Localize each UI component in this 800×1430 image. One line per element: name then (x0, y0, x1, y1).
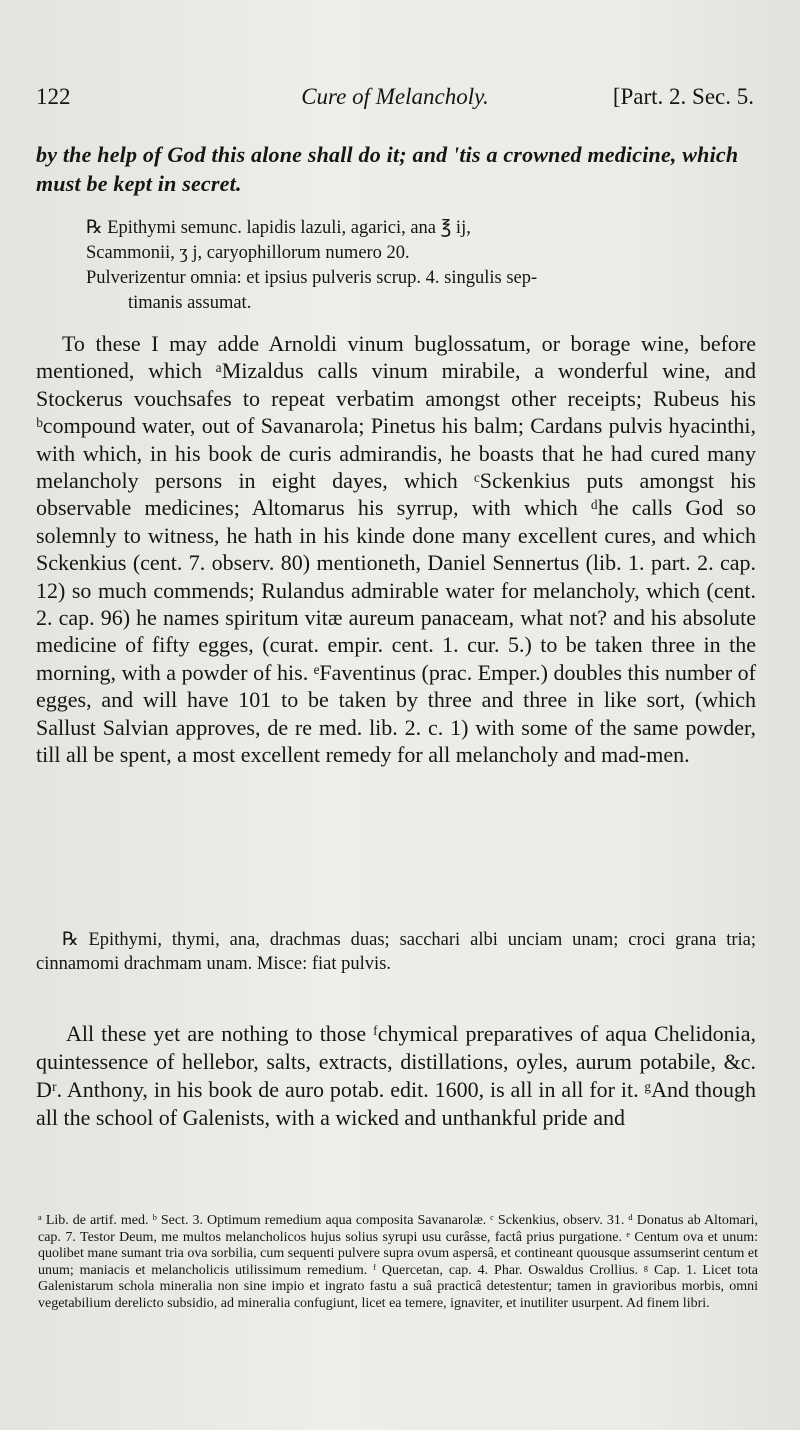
recipe-text: ℞ Epithymi, thymi, ana, drachmas duas; sacchari albi unciam unam; croci grana tria; cinnamomi drachmam unam. Misce: fiat pulvis. (36, 930, 756, 974)
recipe-block-1 (86, 216, 756, 316)
paragraph-text: All these yet are nothing to those ᶠchymical preparatives of aqua Chelidonia, quintessence of hellebor, salts, extracts, distillations, oyles, aurum potabile, &c. Dʳ. Anthony, in his book de auro potab. edit. 1600, is all in all for it. ᵍAnd though all the school of Galenists, with a wicked and unthankful pride and (36, 1021, 756, 1130)
recipe-line: Pulverizentur omnia: et ipsius pulveris scrup. 4. singulis sep- (86, 268, 538, 288)
page-number: 122 (36, 84, 71, 109)
recipe-line: timanis assumat. (128, 293, 252, 313)
running-title: Cure of Melancholy. (301, 84, 489, 109)
footnotes (38, 1213, 758, 1313)
closing-paragraph (36, 1020, 756, 1132)
body-paragraph (36, 330, 756, 769)
lead-line: by the help of God this alone shall do it; and 'tis a crowned medicine, which must be kept in secret. (36, 142, 739, 196)
footnote-text: ᵃ Lib. de artif. med. ᵇ Sect. 3. Optimum remedium aqua composita Savanarolæ. ᶜ Sckenkius, observ. 31. ᵈ Donatus ab Altomari, cap. 7. Testor Deum, me multos melancholicos hujus solius syrupi usu curâsse, factâ prius purgatione. ᵉ Centum ova et unum: quolibet mane sumant tria ova sorbilia, cum sequenti pulvere supra ovum aspersâ, et contineant quousque assumserint centum et unum; maniacis et melancholicis utilissimum remedium. ᶠ Quercetan, cap. 4. Phar. Oswaldus Crollius. ᵍ Cap. 1. Licet tota Galenistarum schola mineralia non sine impio et ingrato fastu a suâ practicâ detestentur; tamen in gravioribus morbis, omni vegetabilium derelicto subsidio, ad mineralia confugiunt, licet ea temere, ignaviter, et inutiliter usurpent. Ad finem libri. (38, 1213, 758, 1311)
section-marker: [Part. 2. Sec. 5. (612, 84, 754, 109)
page-header (36, 84, 754, 124)
recipe-block-2 (36, 928, 756, 976)
recipe-line: ℞ Epithymi semunc. lapidis lazuli, agarici, ana ℥ ij, (86, 218, 471, 238)
paragraph-text: To these I may adde Arnoldi vinum buglossatum, or borage wine, before mentioned, which ᵃMizaldus calls vinum mirabile, a wonderful wine, and Stockerus vouchsafes to repeat verbatim amongst other receipts; Rubeus his ᵇcompound water, out of Savanarola; Pinetus his balm; Cardans pulvis hyacinthi, with which, in his book de curis admirandis, he boasts that he had cured many melancholy persons in eight dayes, which ᶜSckenkius puts amongst his observable medicines; Altomarus his syrrup, with which ᵈhe calls God so solemnly to witness, he hath in his kinde done many excellent cures, and which Sckenkius (cent. 7. observ. 80) mentioneth, Daniel Sennertus (lib. 1. part. 2. cap. 12) so much commends; Rulandus admirable water for melancholy, which (cent. 2. cap. 96) he names spiritum vitæ aureum panaceam, what not? and his absolute medicine of fifty egges, (curat. empir. cent. 1. cur. 5.) to be taken three in the morning, with a powder of his. ᵉFaventinus (prac. Emper.) doubles this number of egges, and will have 101 to be taken by three and three in like sort, (which Sallust Salvian approves, de re med. lib. 2. c. 1) with some of the same powder, till all be spent, a most excellent remedy for all melancholy and mad-men. (36, 331, 756, 768)
recipe-line: Scammonii, ʒ j, caryophillorum numero 20. (86, 243, 410, 263)
